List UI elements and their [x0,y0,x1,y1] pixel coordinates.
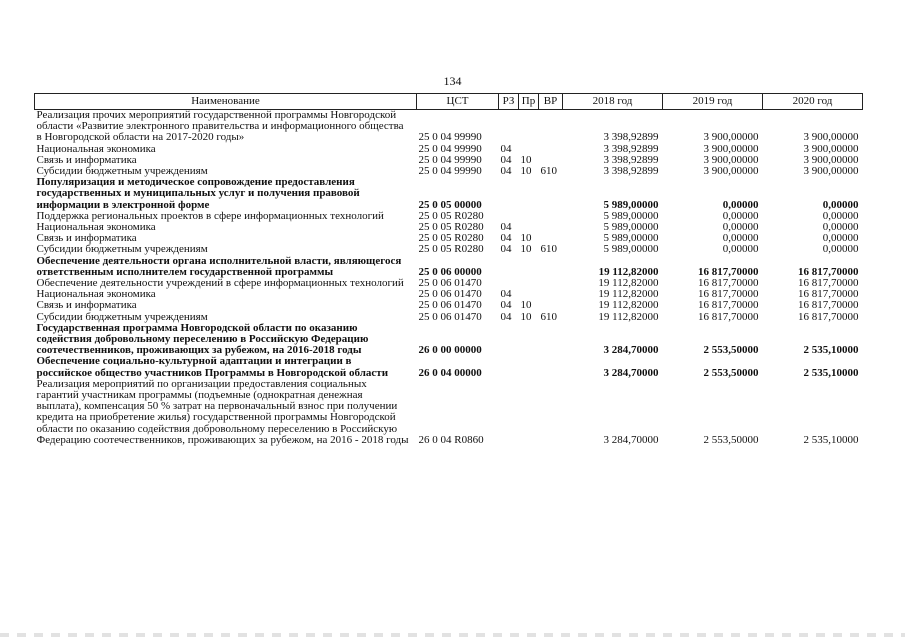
row-value-2018: 3 398,92899 [603,142,659,155]
row-pr [519,356,539,378]
row-value-2019: 16 817,70000 [698,265,759,278]
row-value-2020: 16 817,70000 [798,299,859,312]
row-value-2020: 3 900,00000 [803,153,859,166]
row-value-2019: 16 817,70000 [698,310,759,323]
row-value-2018: 3 284,70000 [603,344,659,357]
row-vr [539,144,563,155]
row-rz: 04 [500,288,512,301]
row-pr [519,177,539,211]
row-name: Реализация прочих мероприятий государственной программы Новгородской области «Развитие электронного правительства и информационного общества в Новгородской области на 2017-2020 годы» [36,109,404,144]
row-value-2019: 16 817,70000 [698,277,759,290]
row-value-2018: 19 112,82000 [598,288,659,301]
row-code: 25 0 06 01470 [418,310,482,323]
row-code: 25 0 06 01470 [418,277,482,290]
row-value-2020: 16 817,70000 [798,288,859,301]
row-pr: 10 [520,165,532,178]
budget-table [34,93,863,446]
row-value-2018: 5 989,00000 [603,209,659,222]
table-row [35,356,863,378]
row-code: 25 0 04 99990 [418,131,482,144]
row-value-2020: 0,00000 [822,232,859,245]
row-value-2019: 3 900,00000 [703,153,759,166]
row-value-2018: 19 112,82000 [598,265,659,278]
row-rz: 04 [500,310,512,323]
header-vr: ВР [539,94,563,110]
row-value-2020: 0,00000 [822,221,859,234]
row-value-2019: 0,00000 [722,209,759,222]
row-value-2018: 3 398,92899 [603,165,659,178]
row-value-2020: 16 817,70000 [798,277,859,290]
row-value-2020: 3 900,00000 [803,142,859,155]
row-name: Реализация мероприятий по организации предоставления социальных гарантий участникам программы (подъемные (однократная денежная выплата), компенсация 50 % затрат на первоначальный взнос при получении кредита на приобретение жилья) государственной программы Новгородской области по оказанию содействия добровольному переселению в Российскую Федерацию соотечественников, проживающих за рубежом, на 2016 - 2018 годы [36,377,409,446]
row-code: 25 0 06 01470 [418,288,482,301]
row-value-2018: 5 989,00000 [603,221,659,234]
row-value-2020: 2 535,10000 [803,344,859,357]
row-vr [539,177,563,211]
row-rz [499,110,519,144]
row-pr [519,110,539,144]
row-code: 25 0 04 99990 [418,165,482,178]
row-value-2020: 2 535,10000 [803,366,859,379]
row-name: Связь и информатика [36,153,137,166]
table-row [35,244,863,255]
row-value-2018: 5 989,00000 [603,243,659,256]
row-rz [499,356,519,378]
row-rz [499,379,519,446]
row-pr [519,211,539,222]
table-body [35,110,863,447]
row-code: 25 0 05 R0280 [418,232,484,245]
row-pr: 10 [520,243,532,256]
row-vr [539,256,563,278]
row-value-2018: 5 989,00000 [603,232,659,245]
row-rz [499,177,519,211]
row-code: 26 0 00 00000 [418,344,482,357]
row-value-2018: 3 284,70000 [603,433,659,446]
row-name: Национальная экономика [36,288,156,301]
row-code: 25 0 05 00000 [418,198,482,211]
row-value-2019: 2 553,50000 [703,344,759,357]
row-vr [539,356,563,378]
row-value-2020: 0,00000 [822,209,859,222]
row-name: Поддержка региональных проектов в сфере информационных технологий [36,209,384,222]
row-code: 25 0 06 00000 [418,265,482,278]
row-rz [499,323,519,357]
row-rz: 04 [500,165,512,178]
row-value-2020: 3 900,00000 [803,165,859,178]
row-value-2018: 19 112,82000 [598,310,659,323]
row-code: 25 0 05 R0280 [418,243,484,256]
header-pr: Пр [519,94,539,110]
row-rz: 04 [500,243,512,256]
row-rz: 04 [500,221,512,234]
scan-artifact-line [0,633,905,637]
row-value-2019: 0,00000 [722,198,759,211]
row-name: Государственная программа Новгородской области по оказанию содействия добровольному переселению в Российскую Федерацию соотечественников, проживающих за рубежом, на 2016-2018 годы [36,321,369,357]
page-number: 134 [443,74,462,88]
row-name: Связь и информатика [36,232,137,245]
table-row [35,110,863,144]
row-value-2018: 19 112,82000 [598,299,659,312]
row-name: Обеспечение деятельности учреждений в сфере информационных технологий [36,277,404,290]
row-pr: 10 [520,299,532,312]
row-vr [539,379,563,446]
row-name: Национальная экономика [36,142,156,155]
table-row [35,177,863,211]
row-pr [519,323,539,357]
row-vr [539,278,563,289]
row-rz: 04 [500,142,512,155]
row-code: 25 0 04 99990 [418,153,482,166]
row-value-2018: 3 398,92899 [603,153,659,166]
row-code: 26 0 04 R0860 [418,433,484,446]
row-vr: 610 [540,243,557,256]
row-name: Национальная экономика [36,221,156,234]
row-value-2019: 16 817,70000 [698,299,759,312]
row-name: Субсидии бюджетным учреждениям [36,310,208,323]
row-value-2020: 16 817,70000 [798,310,859,323]
header-2019: 2019 год [663,94,763,110]
row-name: Обеспечение социально-культурной адаптации и интеграции в российское общество участников Программы в Новгородской области [36,355,389,379]
row-value-2018: 3 284,70000 [603,366,659,379]
row-code: 25 0 05 R0280 [418,209,484,222]
table-row [35,323,863,357]
row-pr [519,379,539,446]
row-pr [519,278,539,289]
header-code: ЦСТ [417,94,499,110]
row-rz: 04 [500,153,512,166]
table-row [35,300,863,311]
row-name: Субсидии бюджетным учреждениям [36,165,208,178]
row-rz [499,256,519,278]
row-value-2019: 2 553,50000 [703,366,759,379]
row-value-2020: 0,00000 [822,198,859,211]
table-row [35,256,863,278]
row-rz: 04 [500,232,512,245]
row-vr [539,222,563,233]
header-row [35,94,863,110]
row-value-2018: 19 112,82000 [598,277,659,290]
row-vr [539,289,563,300]
row-value-2019: 16 817,70000 [698,288,759,301]
row-name: Субсидии бюджетным учреждениям [36,243,208,256]
row-value-2020: 2 535,10000 [803,433,859,446]
header-2018: 2018 год [563,94,663,110]
row-value-2019: 2 553,50000 [703,433,759,446]
row-value-2018: 3 398,92899 [603,131,659,144]
row-vr [539,110,563,144]
row-pr: 10 [520,232,532,245]
row-vr [539,300,563,311]
row-pr: 10 [520,153,532,166]
row-vr: 610 [540,165,557,178]
row-pr: 10 [520,310,532,323]
row-value-2020: 0,00000 [822,243,859,256]
row-code: 26 0 04 00000 [418,366,482,379]
row-pr [519,256,539,278]
row-value-2020: 3 900,00000 [803,131,859,144]
row-value-2019: 0,00000 [722,232,759,245]
row-name: Популяризация и методическое сопровождение предоставления государственных и муниципальных услуг и получения правовой информации в электронной форме [36,176,360,211]
row-value-2018: 5 989,00000 [603,198,659,211]
row-code: 25 0 04 99990 [418,142,482,155]
row-code: 25 0 05 R0280 [418,221,484,234]
header-2020: 2020 год [763,94,863,110]
table-row [35,379,863,446]
header-rz: РЗ [499,94,519,110]
row-value-2019: 3 900,00000 [703,165,759,178]
row-vr: 610 [540,310,557,323]
row-code: 25 0 06 01470 [418,299,482,312]
row-vr [539,211,563,222]
row-rz: 04 [500,299,512,312]
row-name: Связь и информатика [36,299,137,312]
header-name: Наименование [35,94,417,110]
row-name: Обеспечение деятельности органа исполнительной власти, являющегося ответственным исполнителем государственной программы [36,254,402,278]
row-value-2019: 0,00000 [722,243,759,256]
row-value-2019: 3 900,00000 [703,131,759,144]
row-vr [539,323,563,357]
row-value-2019: 0,00000 [722,221,759,234]
row-value-2020: 16 817,70000 [798,265,859,278]
row-value-2019: 3 900,00000 [703,142,759,155]
